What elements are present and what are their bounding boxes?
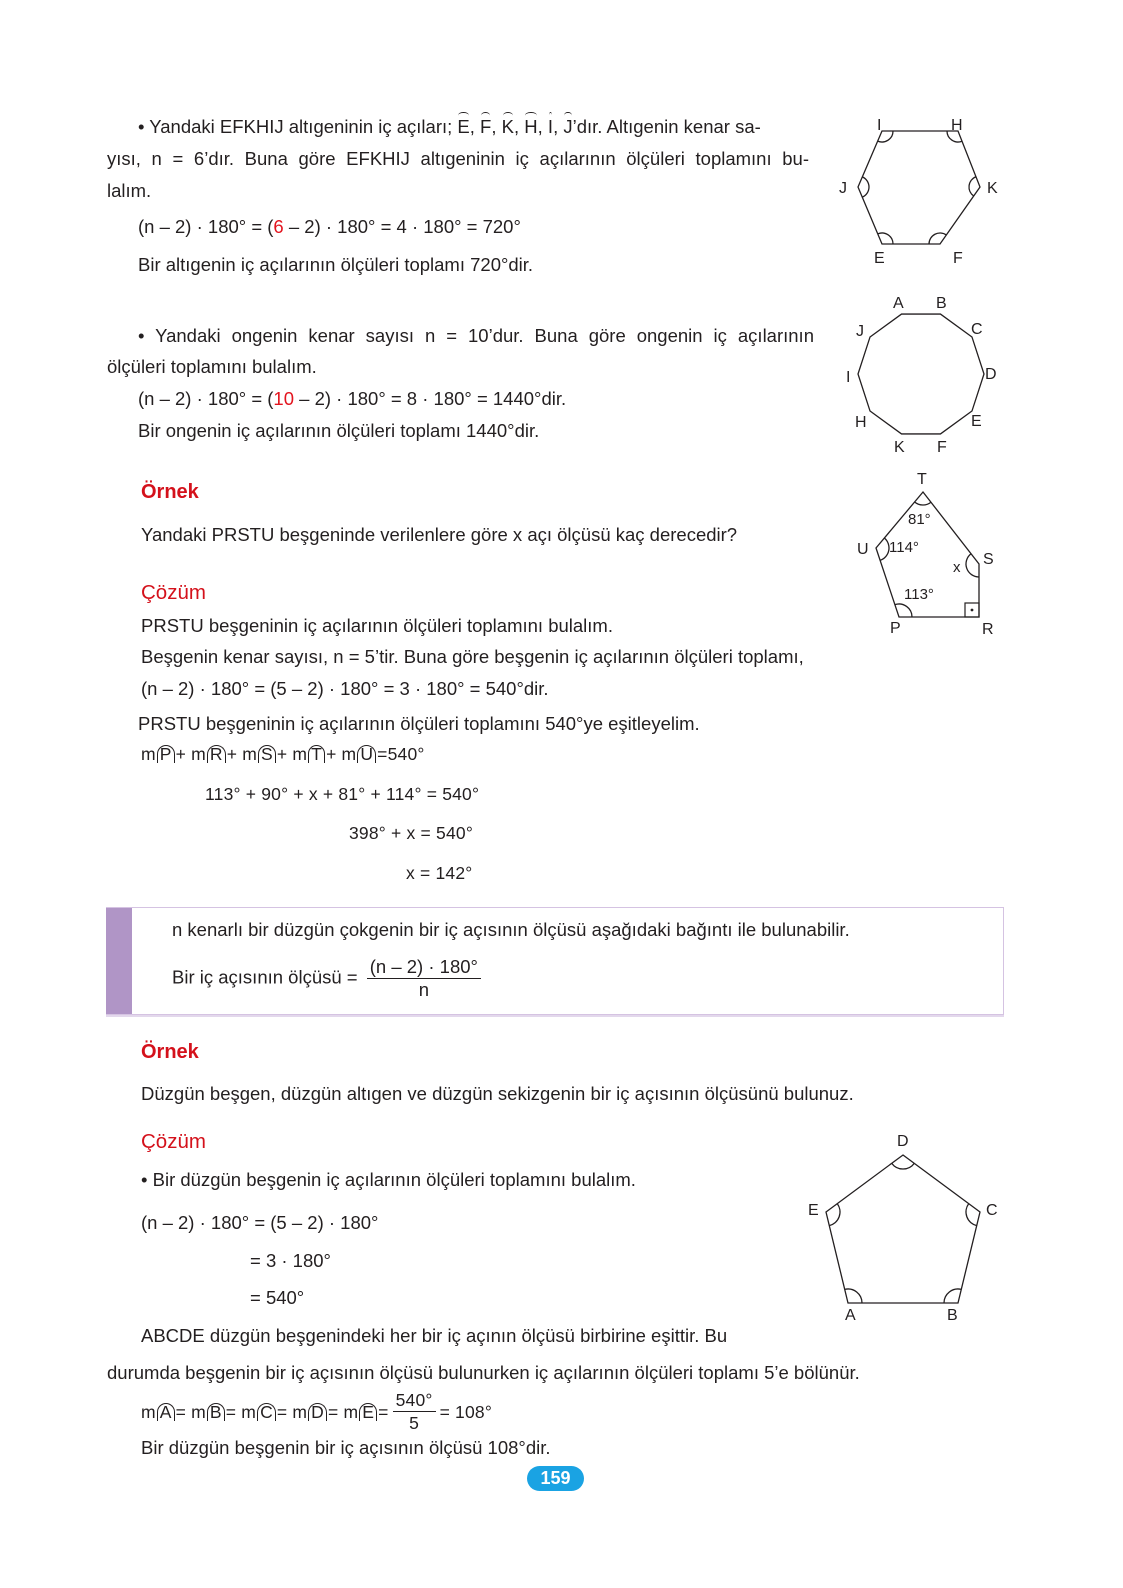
vertex-label: I bbox=[846, 369, 851, 386]
calc-step: (n – 2) · 180° = (5 – 2) · 180° bbox=[141, 1212, 379, 1233]
angle-hat: H bbox=[524, 116, 538, 137]
vertex-label: A bbox=[893, 295, 904, 312]
angle-hat: J bbox=[563, 116, 573, 137]
angle-arc bbox=[966, 554, 979, 577]
solution-heading: Çözüm bbox=[141, 1130, 206, 1153]
solution-line: PRSTU beşgeninin iç açılarının ölçüleri toplamını 540°ye eşitleyelim. bbox=[138, 713, 700, 734]
text: =540° bbox=[377, 744, 425, 764]
vertex-label: C bbox=[971, 321, 983, 338]
equal-angles-equation: m A = m B = m C = m D = m E = $\frac{540^\circ}{5}$ = 108° bbox=[141, 1390, 493, 1433]
equation-step: x = 142° bbox=[406, 863, 473, 883]
text: = 108° bbox=[439, 1401, 493, 1422]
example-question: Yandaki PRSTU beşgeninde verilenlere göre x açı ölçüsü kaç derecedir? bbox=[141, 524, 738, 545]
text: • Yandaki EFKHIJ altıgeninin iç açıları; bbox=[138, 116, 458, 137]
angle-letter: C bbox=[257, 1403, 276, 1421]
example-question: Düzgün beşgen, düzgün altıgen ve düzgün sekizgenin bir iç açısının ölçüsünü bulunuz. bbox=[141, 1083, 854, 1104]
vertex-label: D bbox=[897, 1133, 909, 1150]
angle-arc bbox=[829, 1204, 840, 1226]
angle-arc bbox=[966, 1204, 977, 1226]
page-number: 159 bbox=[527, 1466, 584, 1491]
angle-arc bbox=[892, 1163, 915, 1169]
vertex-label: S bbox=[983, 551, 994, 568]
angle-letter: E bbox=[359, 1403, 377, 1421]
info-box-text: n kenarlı bir düzgün çokgenin bir iç açısının ölçüsü aşağıdaki bağıntı ile bulunabilir. bbox=[172, 919, 850, 940]
denominator: 5 bbox=[409, 1413, 420, 1433]
hexagon-intro-line2: yısı, n = 6’dır. Buna göre EFKHIJ altıgeninin iç açılarının ölçüleri toplamını bu- bbox=[107, 148, 809, 169]
angle-hat: K bbox=[501, 116, 514, 137]
decagon-intro-line1: • Yandaki ongenin kenar sayısı n = 10’dur. Buna göre ongenin iç açılarının bbox=[138, 325, 814, 346]
text: ’dır. Altıgenin kenar sa- bbox=[572, 116, 761, 137]
vertex-label: H bbox=[951, 117, 963, 134]
regular-pentagon-figure bbox=[826, 1155, 980, 1303]
hexagon-result: Bir altıgenin iç açılarının ölçüleri toplamı 720°dir. bbox=[138, 254, 534, 275]
vertex-label: D bbox=[985, 366, 997, 383]
example-heading: Örnek bbox=[141, 481, 199, 503]
angle-value: x bbox=[953, 559, 961, 576]
vertex-label: F bbox=[937, 439, 947, 456]
denominator: n bbox=[418, 979, 429, 1000]
solution-line: PRSTU beşgeninin iç açılarının ölçüleri toplamını bulalım. bbox=[141, 615, 613, 636]
example-result: Bir düzgün beşgenin bir iç açısının ölçüsü 108°dir. bbox=[141, 1437, 551, 1458]
vertex-label: E bbox=[808, 1202, 819, 1219]
text: – 2) · 180° = 4 · 180° = 720° bbox=[283, 216, 521, 237]
polygon-outline bbox=[826, 1155, 980, 1303]
decagon-intro-line2: ölçüleri toplamını bulalım. bbox=[107, 356, 317, 377]
paragraph-line: ABCDE düzgün beşgenindeki her bir iç açının ölçüsü birbirine eşittir. Bu bbox=[141, 1325, 728, 1346]
angle-letter: T bbox=[308, 745, 325, 763]
angle-hat: I bbox=[547, 116, 554, 137]
decagon-figure bbox=[858, 314, 984, 434]
hexagon-intro-line3: lalım. bbox=[107, 180, 152, 201]
angle-letter: D bbox=[308, 1403, 327, 1421]
angle-letter: A bbox=[157, 1403, 175, 1421]
numerator: (n – 2) · 180° bbox=[367, 956, 481, 979]
angle-letter: S bbox=[258, 745, 276, 763]
vertex-label: J bbox=[856, 323, 864, 340]
vertex-label: E bbox=[971, 413, 982, 430]
polygon-outline bbox=[858, 131, 980, 244]
highlight: 10 bbox=[273, 388, 294, 409]
vertex-label: U bbox=[857, 541, 869, 558]
numerator: 540° bbox=[393, 1389, 436, 1412]
angle-letter: R bbox=[207, 745, 226, 763]
text: – 2) · 180° = 8 · 180° = 1440°dir. bbox=[294, 388, 567, 409]
angle-value: 113° bbox=[904, 586, 934, 603]
calc-step: = 3 · 180° bbox=[250, 1250, 331, 1271]
angle-arc bbox=[915, 502, 931, 505]
vertex-label: I bbox=[877, 117, 882, 134]
text: (n – 2) · 180° = ( bbox=[138, 216, 274, 237]
vertex-label: R bbox=[982, 621, 994, 638]
text: (n – 2) · 180° = ( bbox=[138, 388, 274, 409]
equation-step: 113° + 90° + x + 81° + 114° = 540° bbox=[205, 784, 480, 804]
angle-hat: E bbox=[457, 116, 470, 137]
vertex-label: P bbox=[890, 620, 901, 637]
vertex-label: F bbox=[953, 250, 963, 267]
vertex-label: K bbox=[987, 180, 998, 197]
highlight: 6 bbox=[273, 216, 284, 237]
vertex-label: H bbox=[855, 414, 867, 431]
angle-value: 81° bbox=[908, 511, 931, 528]
angle-letter: B bbox=[207, 1403, 225, 1421]
angle-sum-equation: m P + m R + m S + m T + m U =540° bbox=[141, 744, 425, 764]
vertex-label: K bbox=[894, 439, 905, 456]
paragraph-line: durumda beşgenin bir iç açısının ölçüsü bulunurken iç açılarının ölçüleri toplamı 5’e bölünür. bbox=[107, 1362, 860, 1383]
angle-arc bbox=[862, 177, 869, 197]
solution-bullet: • Bir düzgün beşgenin iç açılarının ölçüleri toplamını bulalım. bbox=[141, 1169, 636, 1190]
angle-list: E, F, K, H, I, J bbox=[457, 116, 573, 137]
polygon-outline bbox=[858, 314, 984, 434]
equation-step: 398° + x = 540° bbox=[349, 823, 474, 843]
solution-heading: Çözüm bbox=[141, 581, 206, 604]
vertex-label: B bbox=[947, 1307, 958, 1324]
right-angle-dot bbox=[971, 609, 974, 612]
angle-letter: U bbox=[357, 745, 376, 763]
vertex-label: E bbox=[874, 250, 885, 267]
formula-label: Bir iç açısının ölçüsü = bbox=[172, 966, 358, 988]
angle-hat: F bbox=[480, 116, 492, 137]
calc-step: = 540° bbox=[250, 1287, 305, 1308]
example-heading: Örnek bbox=[141, 1041, 199, 1063]
decagon-result: Bir ongenin iç açılarının ölçüleri toplamı 1440°dir. bbox=[138, 420, 540, 441]
angle-value: 114° bbox=[889, 539, 919, 556]
vertex-label: A bbox=[845, 1307, 856, 1324]
angle-letter: P bbox=[157, 745, 175, 763]
vertex-label: B bbox=[936, 295, 947, 312]
vertex-label: C bbox=[986, 1202, 998, 1219]
solution-line: (n – 2) · 180° = (5 – 2) · 180° = 3 · 180° = 540°dir. bbox=[141, 678, 549, 699]
hexagon-figure bbox=[858, 131, 980, 244]
vertex-label: J bbox=[839, 180, 847, 197]
solution-line: Beşgenin kenar sayısı, n = 5’tir. Buna göre beşgenin iç açılarının ölçüleri toplamı, bbox=[141, 646, 804, 667]
vertex-label: T bbox=[917, 471, 927, 488]
